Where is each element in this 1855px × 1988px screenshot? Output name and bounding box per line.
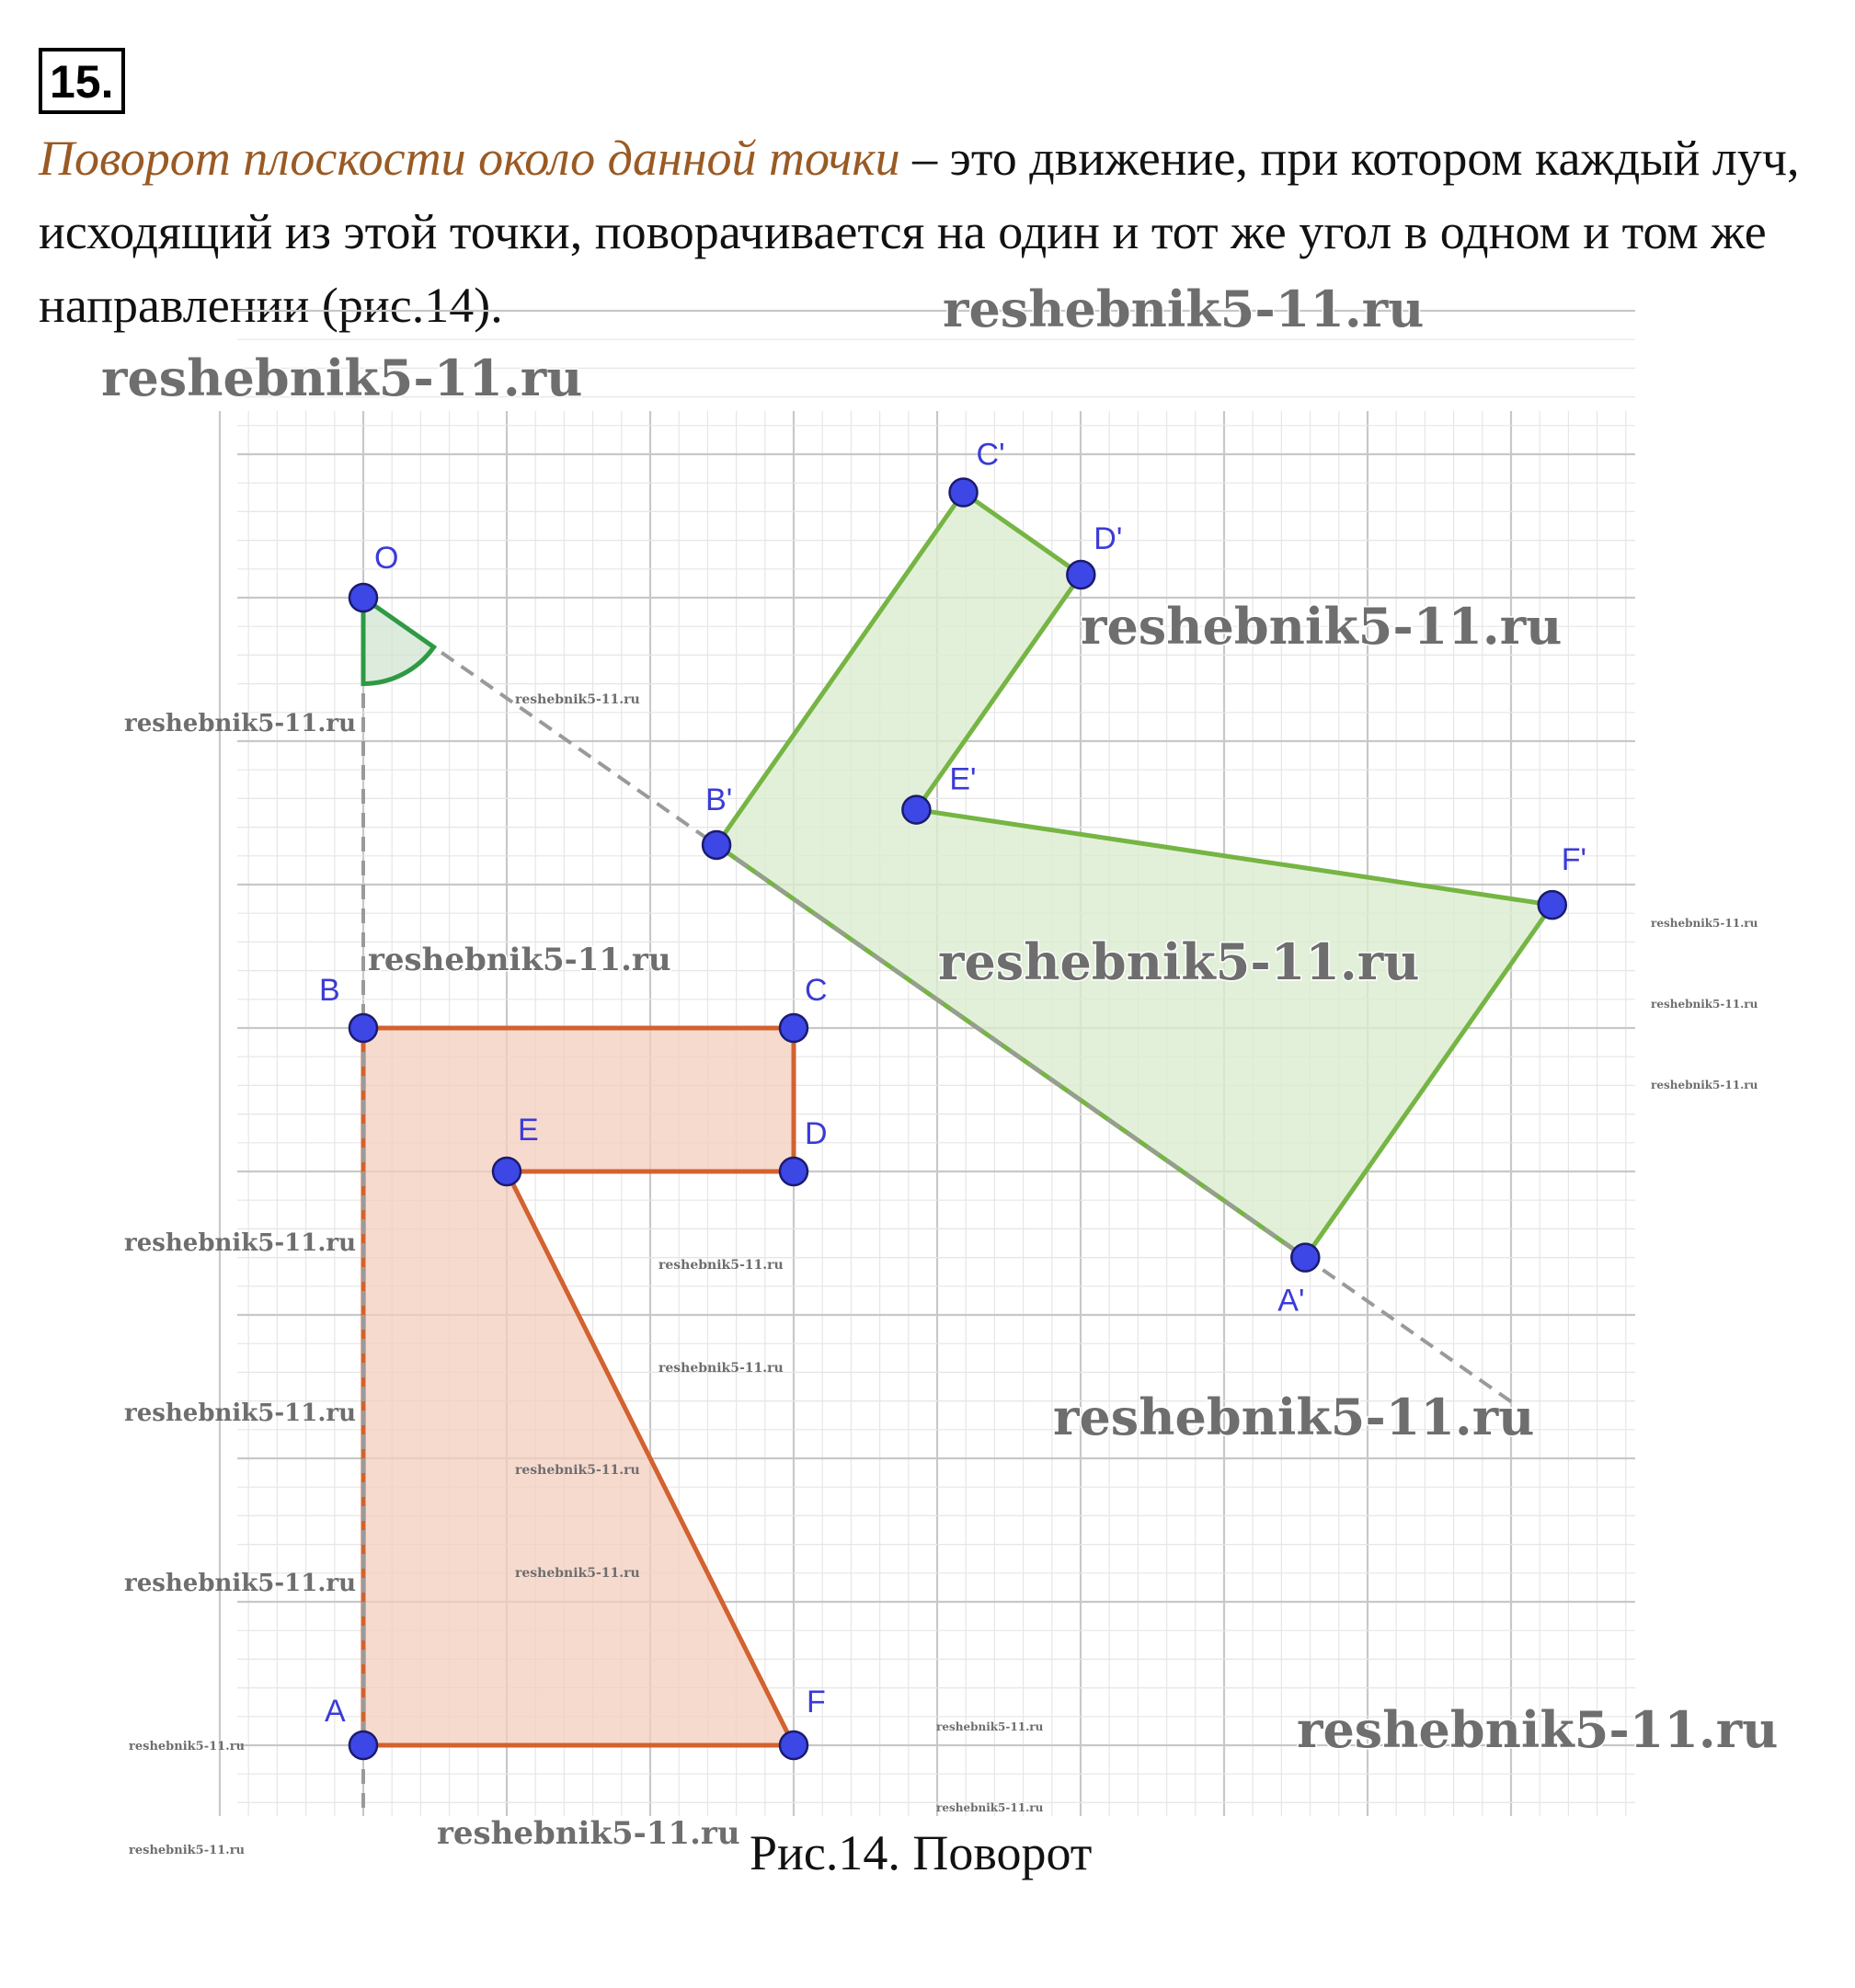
watermark-0: reshebnik5-11.ru [943,280,1425,338]
rotated-a-prime-label: A' [1277,1283,1305,1319]
original-d-label: D [805,1116,828,1151]
original-f-point [780,1731,807,1759]
original-figure-polygon [363,1028,794,1745]
rotated-a-prime-point [1291,1244,1319,1272]
original-c-label: C [805,973,828,1008]
watermark-8: reshebnik5-11.ru [124,710,357,737]
original-a-point [349,1731,377,1759]
rotated-c-prime-point [950,478,978,506]
rotated-c-prime-label: C' [976,437,1005,473]
figure-caption: Рис.14. Поворот [750,1825,1093,1880]
watermark-1: reshebnik5-11.ru [101,348,583,407]
original-b-point [349,1014,377,1042]
watermark-21: reshebnik5-11.ru [129,1844,246,1857]
rotated-e-prime-point [902,796,930,824]
watermark-4: reshebnik5-11.ru [938,932,1420,991]
rotated-d-prime-point [1067,561,1094,588]
watermark-7: reshebnik5-11.ru [437,1815,740,1852]
watermark-16: reshebnik5-11.ru [515,1566,640,1581]
original-e-label: E [518,1113,539,1148]
watermark-2: reshebnik5-11.ru [1081,597,1563,656]
watermark-18: reshebnik5-11.ru [1651,998,1758,1011]
watermark-13: reshebnik5-11.ru [658,1258,784,1273]
original-c-point [780,1014,807,1042]
center-o-point [349,584,377,611]
watermark-9: reshebnik5-11.ru [124,1229,357,1257]
rotated-b-prime-point [703,831,730,859]
problem-number: 15. [39,48,125,114]
center-o-label: O [374,541,399,576]
original-b-label: B [319,973,340,1008]
rotated-f-prime-label: F' [1561,842,1587,878]
watermark-14: reshebnik5-11.ru [658,1361,784,1376]
watermark-23: reshebnik5-11.ru [936,1801,1044,1814]
watermark-19: reshebnik5-11.ru [1651,1079,1758,1091]
rotated-b-prime-label: B' [705,782,733,817]
original-a-label: A [325,1694,346,1729]
original-e-point [493,1158,521,1185]
watermark-5: reshebnik5-11.ru [1053,1388,1535,1446]
watermark-12: reshebnik5-11.ru [515,692,640,707]
watermark-11: reshebnik5-11.ru [124,1570,357,1597]
watermark-15: reshebnik5-11.ru [515,1463,640,1478]
definition-term: Поворот плоскости около данной точки [39,131,900,186]
watermark-22: reshebnik5-11.ru [936,1720,1044,1733]
rotated-d-prime-label: D' [1094,521,1123,557]
rotated-e-prime-label: E' [949,761,977,797]
original-f-label: F [807,1685,826,1720]
watermark-17: reshebnik5-11.ru [1651,917,1758,930]
watermark-6: reshebnik5-11.ru [1297,1700,1779,1759]
watermark-10: reshebnik5-11.ru [124,1400,357,1427]
watermarks [101,280,1778,1857]
watermark-20: reshebnik5-11.ru [129,1740,246,1754]
definition-rest: – это движение, при котором каждый луч, исходящий из этой точки, поворачивается на один и тот же угол в одном и том же направлении (рис.14). [39,131,1800,333]
figure-shapes [363,492,1552,1816]
watermark-3: reshebnik5-11.ru [368,942,671,978]
rotated-f-prime-point [1539,891,1566,919]
original-d-point [780,1158,807,1185]
